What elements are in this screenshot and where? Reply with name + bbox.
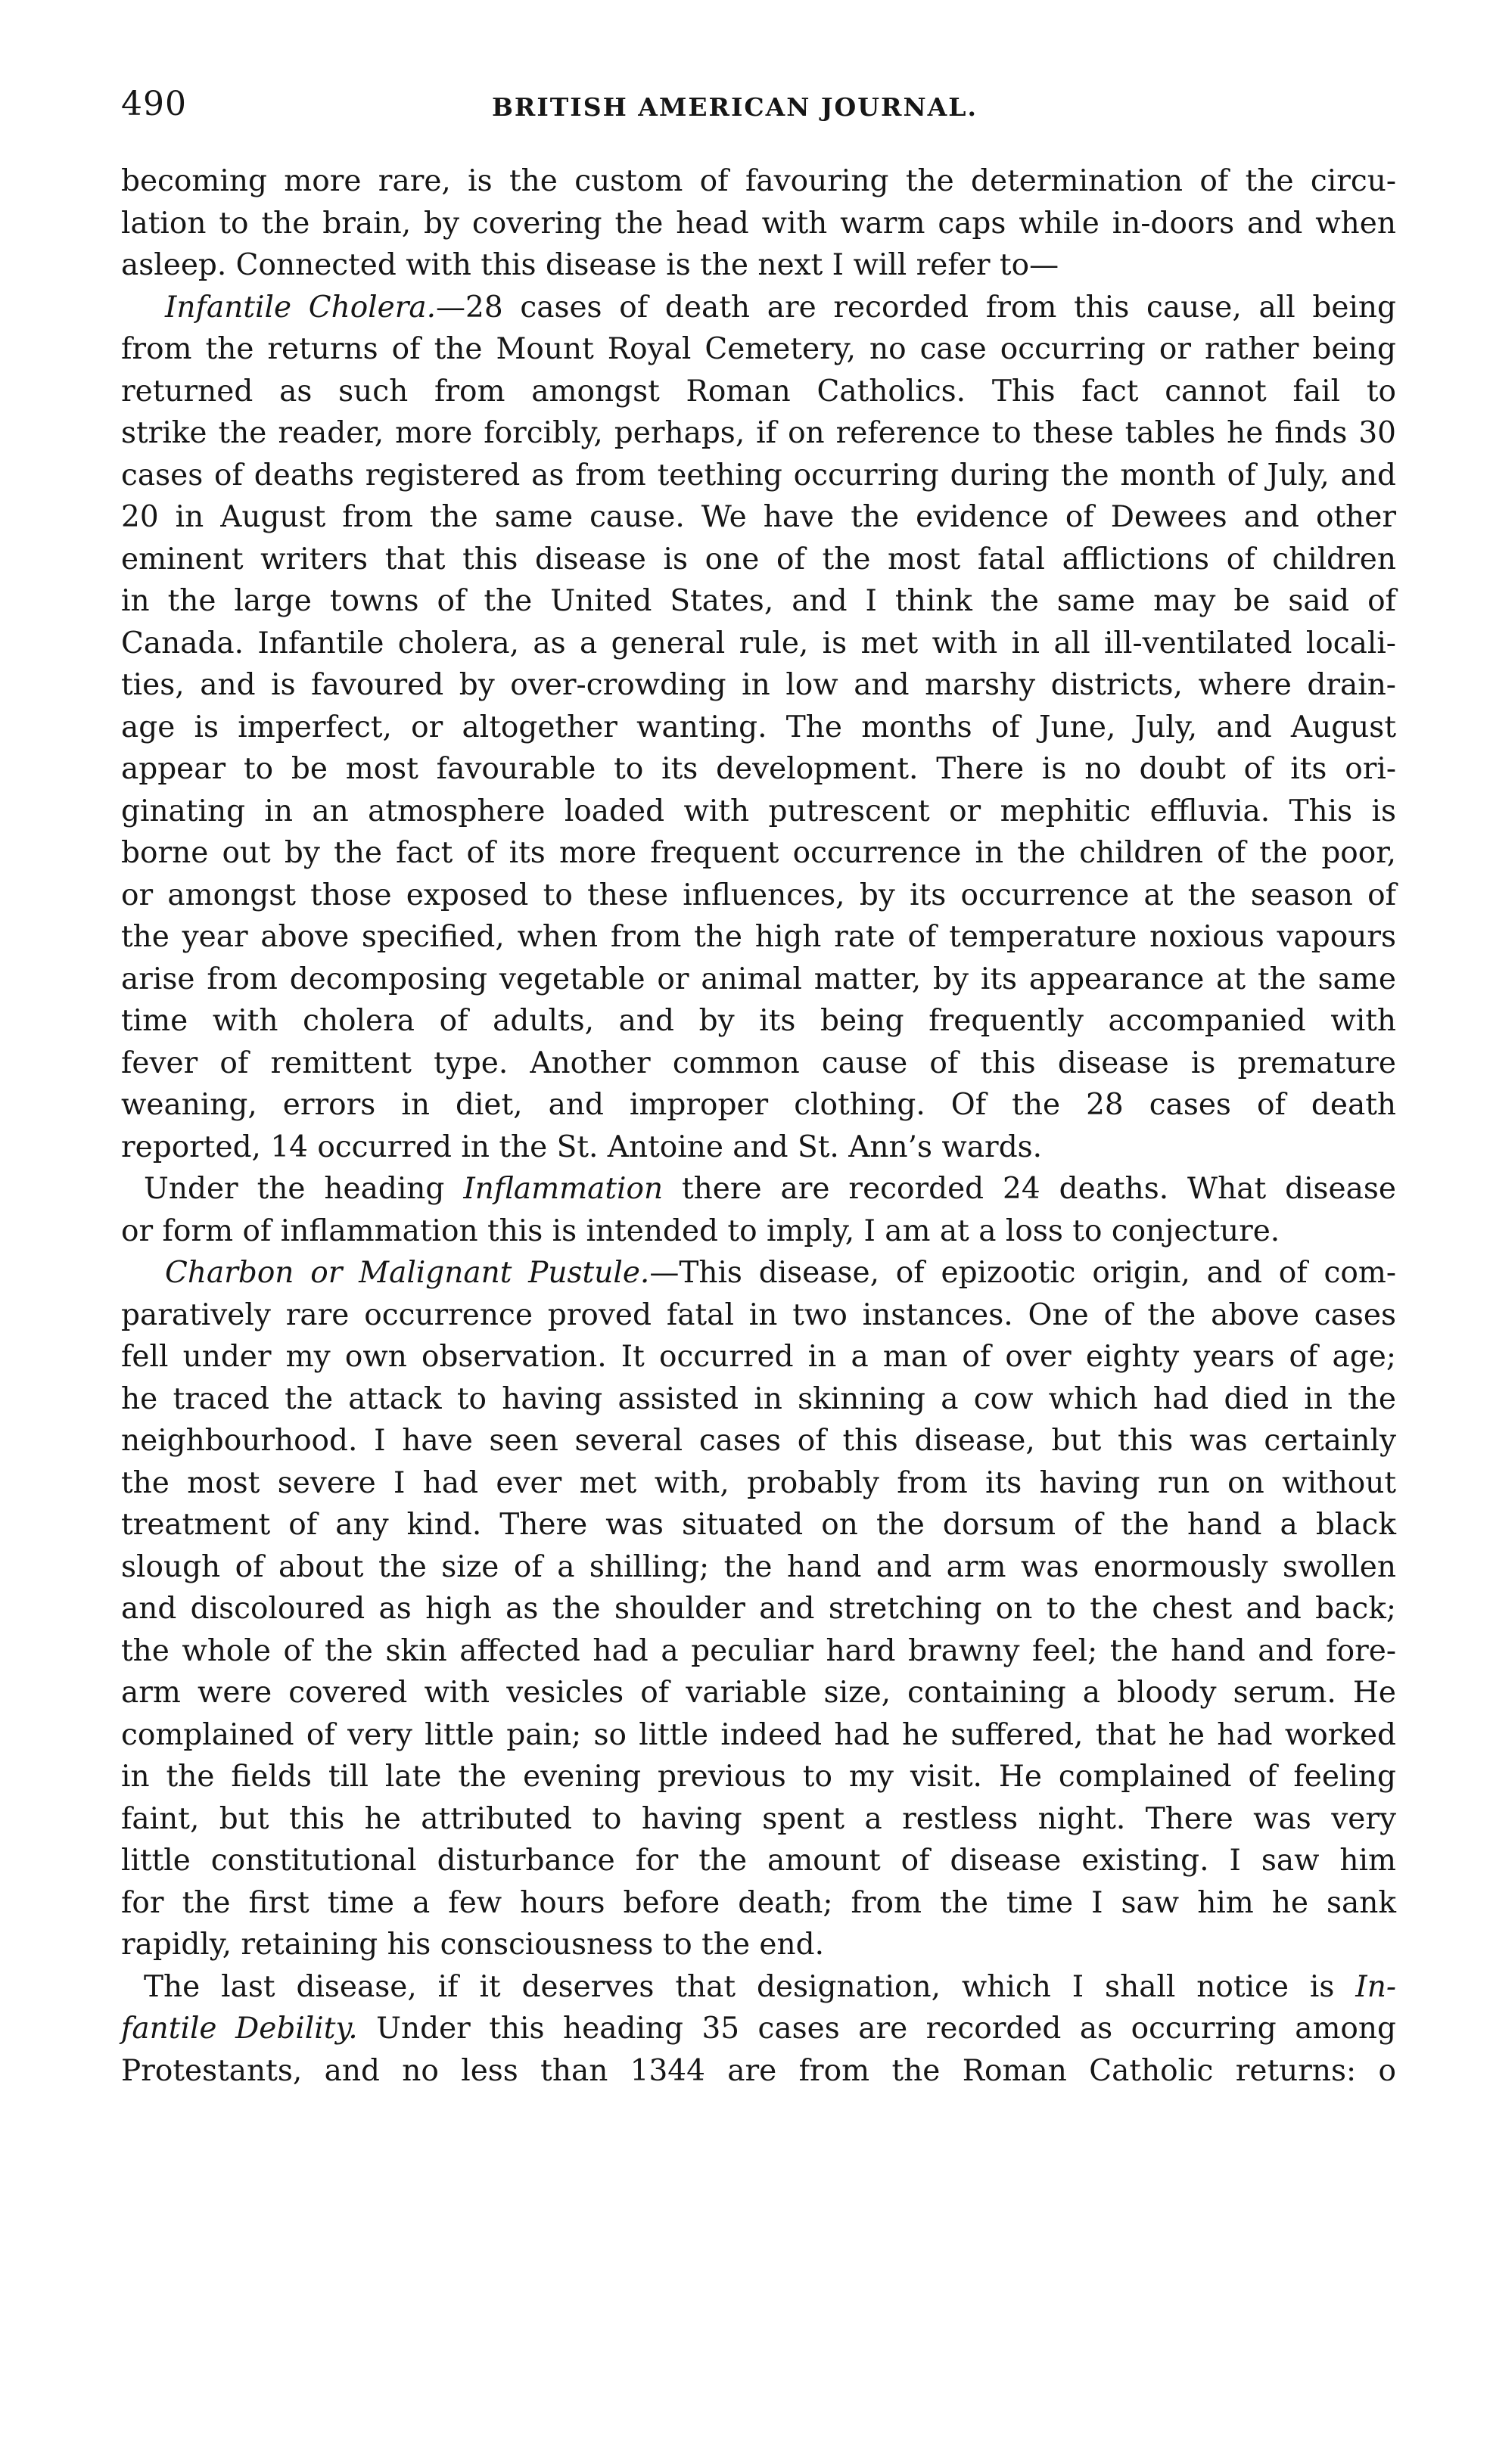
line-text: Under this heading 35 cases are recorded as occurring among	[357, 2012, 1396, 2046]
text-line	[121, 328, 1396, 371]
line-text: treatment of any kind. There was situated on the dorsum of the hand a black	[121, 1508, 1396, 1542]
line-text: becoming more rare, is the custom of favouring the determination of the circu-	[121, 164, 1396, 198]
italic-heading: Infantile Cholera.	[165, 290, 437, 325]
text-line	[121, 664, 1396, 707]
text-line	[121, 1378, 1396, 1421]
line-text: returned as such from amongst Roman Catholics. This fact cannot fail to	[121, 374, 1396, 409]
text-line	[121, 1924, 1396, 1966]
text-line	[121, 1042, 1396, 1085]
page-header	[121, 85, 1396, 130]
text-line	[121, 791, 1396, 833]
italic-heading-start: In-	[1355, 1969, 1396, 2004]
text-line	[121, 959, 1396, 1001]
line-text: age is imperfect, or altogether wanting. The months of June, July, and August	[121, 710, 1396, 744]
line-text: complained of very little pain; so little indeed had he suffered, that he had worked	[121, 1717, 1396, 1752]
text-line	[121, 160, 1396, 203]
line-text: he traced the attack to having assisted in skinning a cow which had died in the	[121, 1381, 1396, 1416]
text-line	[121, 1882, 1396, 1925]
line-text-continued: there are recorded 24 deaths. What disease	[663, 1172, 1396, 1206]
text-line	[121, 1252, 1396, 1294]
line-text: strike the reader, more forcibly, perhaps, if on reference to these tables he finds 30	[121, 416, 1396, 450]
text-line	[121, 539, 1396, 581]
text-line	[121, 2050, 1396, 2093]
text-line	[121, 1798, 1396, 1841]
text-line	[121, 371, 1396, 413]
page-number: 490	[121, 85, 187, 123]
text-line	[121, 748, 1396, 791]
line-text: Canada. Infantile cholera, as a general rule, is met with in all ill-ventilated locali-	[121, 626, 1396, 660]
line-text: faint, but this he attributed to having spent a restless night. There was very	[121, 1801, 1396, 1836]
text-line	[121, 1546, 1396, 1589]
line-text: ginating in an atmosphere loaded with putrescent or mephitic effluvia. This is	[121, 794, 1396, 828]
text-line	[121, 1126, 1396, 1169]
text-line	[121, 496, 1396, 539]
text-line	[121, 287, 1396, 329]
text-line	[121, 1504, 1396, 1546]
line-text: The last disease, if it deserves that designation, which I shall notice is	[144, 1969, 1356, 2004]
text-line	[121, 1462, 1396, 1505]
line-text: —28 cases of death are recorded from this cause, all being	[436, 290, 1396, 325]
text-line	[121, 1210, 1396, 1253]
italic-heading: Charbon or Malignant Pustule.	[165, 1256, 650, 1290]
line-text: arm were covered with vesicles of variable size, containing a bloody serum. He	[121, 1676, 1396, 1710]
text-line	[121, 1630, 1396, 1673]
text-line	[121, 1294, 1396, 1337]
line-text: the most severe I had ever met with, probably from its having run on without	[121, 1465, 1396, 1500]
line-text: cases of deaths registered as from teething occurring during the month of July, and	[121, 458, 1396, 492]
running-head: BRITISH AMERICAN JOURNAL.	[492, 92, 978, 122]
line-text: —This disease, of epizootic origin, and of com-	[649, 1256, 1396, 1290]
text-line	[121, 1588, 1396, 1630]
text-line	[121, 1168, 1396, 1210]
text-line	[121, 580, 1396, 623]
text-line	[121, 1000, 1396, 1042]
text-line	[121, 1966, 1396, 2009]
line-text: weaning, errors in diet, and improper clothing. Of the 28 cases of death	[121, 1088, 1396, 1122]
text-line	[121, 412, 1396, 455]
line-text: time with cholera of adults, and by its being frequently accompanied with	[121, 1004, 1396, 1038]
line-text: ties, and is favoured by over-crowding in low and marshy districts, where drain-	[121, 668, 1396, 702]
line-text: neighbourhood. I have seen several cases of this disease, but this was certainly	[121, 1424, 1396, 1458]
line-text: rapidly, retaining his consciousness to the end.	[121, 1928, 824, 1962]
line-text: or amongst those exposed to these influences, by its occurrence at the season of	[121, 878, 1396, 912]
text-line	[121, 1336, 1396, 1378]
text-line	[121, 1840, 1396, 1882]
text-line	[121, 1084, 1396, 1126]
text-line	[121, 455, 1396, 497]
line-text: slough of about the size of a shilling; the hand and arm was enormously swollen	[121, 1549, 1396, 1584]
line-text: or form of inflammation this is intended to imply, I am at a loss to conjecture.	[121, 1213, 1280, 1248]
line-text: lation to the brain, by covering the head with warm caps while in-doors and when	[121, 206, 1396, 241]
text-line	[121, 623, 1396, 665]
text-line	[121, 203, 1396, 245]
italic-heading: fantile Debility.	[121, 2012, 358, 2046]
text-line	[121, 1420, 1396, 1462]
line-text: from the returns of the Mount Royal Cemetery, no case occurring or rather being	[121, 332, 1396, 366]
line-text: and discoloured as high as the shoulder and stretching on to the chest and back;	[121, 1592, 1396, 1626]
line-text: for the first time a few hours before death; from the time I saw him he sank	[121, 1885, 1396, 1920]
line-text: the year above specified, when from the high rate of temperature noxious vapours	[121, 920, 1396, 954]
line-text: fell under my own observation. It occurred in a man of over eighty years of age;	[121, 1340, 1396, 1374]
line-text: 20 in August from the same cause. We have the evidence of Dewees and other	[121, 500, 1396, 534]
text-line	[121, 1672, 1396, 1714]
text-line	[121, 2008, 1396, 2050]
italic-term: Inflammation	[463, 1172, 664, 1206]
text-line	[121, 875, 1396, 917]
text-line	[121, 1714, 1396, 1757]
text-line	[121, 832, 1396, 875]
line-text: appear to be most favourable to its development. There is no doubt of its ori-	[121, 752, 1396, 786]
line-text: in the fields till late the evening previous to my visit. He complained of feeling	[121, 1760, 1396, 1794]
text-line	[121, 707, 1396, 749]
line-text: arise from decomposing vegetable or animal matter, by its appearance at the same	[121, 962, 1396, 996]
line-text: reported, 14 occurred in the St. Antoine and St. Ann’s wards.	[121, 1129, 1043, 1164]
line-text: fever of remittent type. Another common cause of this disease is premature	[121, 1046, 1396, 1080]
line-text: little constitutional disturbance for the amount of disease existing. I saw him	[121, 1844, 1396, 1878]
text-line	[121, 916, 1396, 959]
line-text: Protestants, and no less than 1344 are from the Roman Catholic returns: o	[121, 2053, 1396, 2088]
line-text: paratively rare occurrence proved fatal in two instances. One of the above cases	[121, 1297, 1396, 1332]
line-text: asleep. Connected with this disease is the next I will refer to—	[121, 248, 1059, 282]
line-text: in the large towns of the United States, and I think the same may be said of	[121, 584, 1396, 618]
text-line	[121, 1756, 1396, 1798]
line-text: Under the heading	[144, 1172, 464, 1206]
body-text	[121, 160, 1396, 2092]
line-text: borne out by the fact of its more frequent occurrence in the children of the poor,	[121, 836, 1396, 870]
line-text: eminent writers that this disease is one of the most fatal afflictions of children	[121, 542, 1396, 576]
text-line	[121, 244, 1396, 287]
line-text: the whole of the skin affected had a peculiar hard brawny feel; the hand and fore-	[121, 1633, 1396, 1668]
